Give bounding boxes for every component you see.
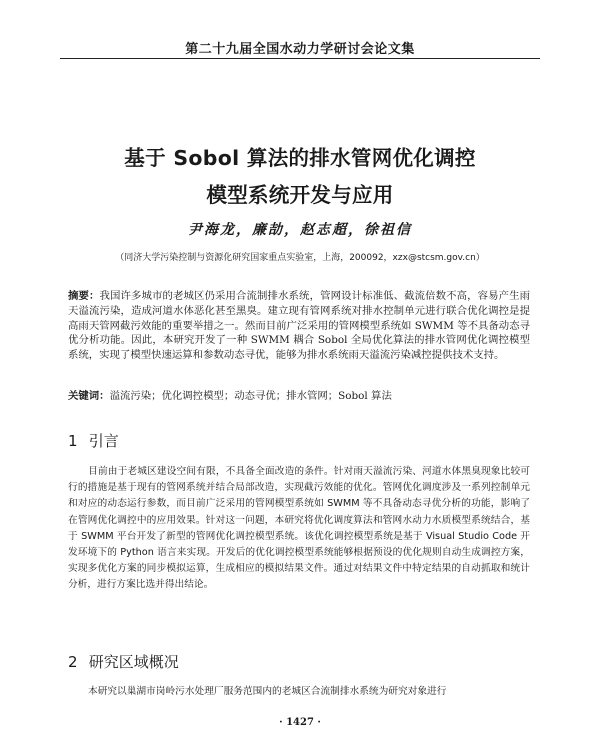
author-list: 尹海龙，廉劼，赵志超，徐祖信 [188, 222, 412, 238]
section-title: 研究区域概况 [88, 653, 179, 671]
paper-title-line-1: 基于 Sobol 算法的排水管网优化调控 [124, 146, 476, 170]
section-title: 引言 [88, 432, 119, 450]
abstract [68, 289, 530, 363]
keywords-text: 溢流污染；优化调控模型；动态寻优；排水管网；Sobol 算法 [109, 390, 392, 402]
section-heading-introduction [68, 430, 119, 451]
section-number: 1 [68, 432, 78, 450]
abstract-label: 摘要： [68, 290, 100, 302]
paragraph-text: 目前由于老城区建设空间有限，不具备全面改造的条件。针对雨天溢流污染、河道水体黑臭现象比较可行的措施是基于现有的管网系统并结合局部改造，实现截污效能的优化。管网优化调度涉及一系列控制单元和对应的动态运行参数，而目前广泛采用的管网模型系统如 SWMM 等不具备动态寻优分析的功能，影响了在管网优化调控中的应用效果。针对这一问题，本研究将优化调度算法和管网水动力水质模型系统结合，基于 SWMM 平台开发了新型的管网优化调控模型系统。该优化调控模型系统是基于 Visual Studio Code 开发环境下的 Python 语言来实现。开发后的优化调控模型系统能够根据预设的优化规则自动生成调控方案，实现多优化方案的同步模拟运算，生成相应的模拟结果文件。通过对结果文件中特定结果的自动抓取和统计分析，进行方案比选并得出结论。 [68, 466, 530, 591]
keywords-label: 关键词： [68, 390, 110, 402]
affiliation: （同济大学污染控制与资源化研究国家重点实验室，上海，200092，xzx@stcsm.gov.cn） [115, 253, 485, 263]
page-number: · 1427 · [279, 717, 321, 728]
keywords [68, 387, 530, 402]
section-heading-study-area [68, 651, 179, 672]
paragraph-text: 本研究以巢湖市岗岭污水处理厂服务范围内的老城区合流制排水系统为研究对象进行 [88, 686, 447, 697]
study-area-paragraph [68, 684, 530, 700]
paper-title-line-2: 模型系统开发与应用 [206, 183, 394, 207]
header-divider [60, 58, 540, 59]
running-header: 第二十九届全国水动力学研讨会论文集 [185, 42, 415, 57]
section-number: 2 [68, 653, 78, 671]
introduction-paragraph [68, 464, 530, 594]
abstract-text: 我国许多城市的老城区仍采用合流制排水系统，管网设计标准低、截流倍数不高，容易产生雨天溢流污染，造成河道水体恶化甚至黑臭。建立现有管网系统对排水控制单元进行联合优化调控是提高雨天管网截污效能的重要举措之一。然而目前广泛采用的管网模型系统如 SWMM 等不具备动态寻优分析功能。因此，本研究开发了一种 SWMM 耦合 Sobol 全局优化算法的排水管网优化调控模型系统，实现了模型快速运算和参数动态寻优，能够为排水系统雨天溢流污染减控提供技术支持。 [68, 290, 531, 362]
